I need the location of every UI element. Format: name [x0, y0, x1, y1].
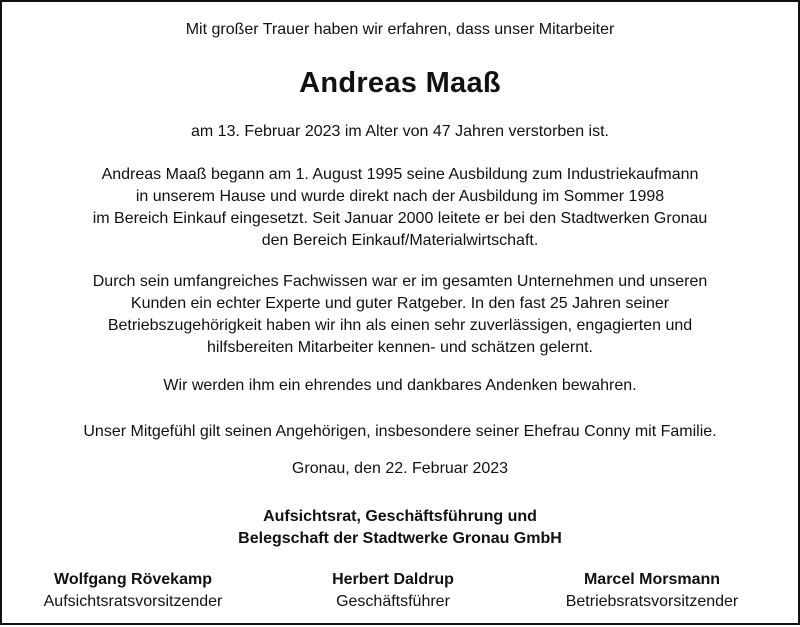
signatory-role: Geschäftsführer — [336, 593, 450, 610]
senders-block — [0, 506, 800, 550]
tribute-paragraph — [0, 271, 800, 359]
signatory-name: Herbert Daldrup — [332, 571, 454, 588]
signatory — [3, 569, 263, 613]
senders-line: Aufsichtsrat, Geschäftsführung und — [263, 508, 537, 525]
tribute-line: Betriebszugehörigkeit haben wir ihn als einen sehr zuverlässigen, engagierten und — [107, 317, 693, 334]
signatory-name: Wolfgang Rövekamp — [54, 571, 212, 588]
tribute-line: Kunden ein echter Experte und guter Ratgeber. In den fast 25 Jahren seiner — [130, 295, 670, 312]
death-date-line: am 13. Februar 2023 im Alter von 47 Jahren verstorben ist. — [191, 123, 609, 140]
sympathy-text: Unser Mitgefühl gilt seinen Angehörigen, insbesondere seiner Ehefrau Conny mit Familie. — [83, 423, 717, 440]
tribute-line: hilfsbereiten Mitarbeiter kennen- und schätzen gelernt. — [207, 339, 593, 356]
signatory-role: Aufsichtsratsvorsitzender — [43, 593, 223, 610]
signatory-role: Betriebsratsvorsitzender — [565, 593, 739, 610]
signatory — [522, 569, 782, 613]
career-line: in unserem Hause und wurde direkt nach der Ausbildung im Sommer 1998 — [135, 188, 665, 205]
tribute-line: Durch sein umfangreiches Fachwissen war er im gesamten Unternehmen und unseren — [92, 273, 708, 290]
career-line: den Bereich Einkauf/Materialwirtschaft. — [261, 232, 539, 249]
signatory — [263, 569, 523, 613]
career-line: Andreas Maaß begann am 1. August 1995 seine Ausbildung zum Industriekaufmann — [101, 166, 699, 183]
remembrance-text: Wir werden ihm ein ehrendes und dankbares Andenken bewahren. — [163, 377, 637, 394]
deceased-name: Andreas Maaß — [299, 67, 501, 99]
senders-line: Belegschaft der Stadtwerke Gronau GmbH — [238, 530, 562, 547]
place-date: Gronau, den 22. Februar 2023 — [291, 460, 509, 477]
signatory-name: Marcel Morsmann — [583, 571, 721, 588]
career-paragraph — [0, 164, 800, 252]
intro-text: Mit großer Trauer haben wir erfahren, dass unser Mitarbeiter — [185, 21, 615, 38]
career-line: im Bereich Einkauf eingesetzt. Seit Januar 2000 leitete er bei den Stadtwerken Gronau — [92, 210, 708, 227]
